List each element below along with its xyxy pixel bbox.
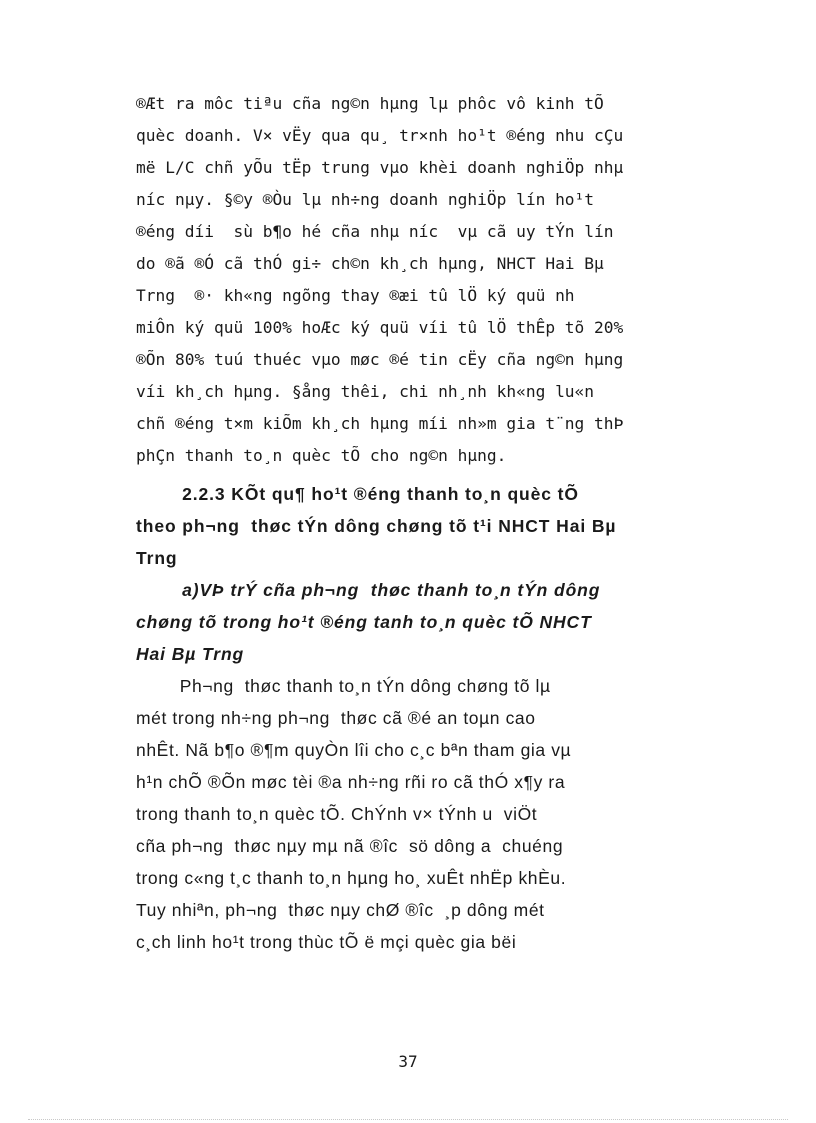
text-line: phÇn thanh to¸n quèc tÕ cho ng©n hµng. xyxy=(136,446,507,465)
text-line: mét trong nh÷ng ph¬ng thøc cã ®é an toµn cao xyxy=(136,708,536,728)
page-body xyxy=(136,88,720,958)
text-line: ®Õn 80% tuú thuéc vµo møc ®é tin cËy cña ng©n hµng xyxy=(136,350,624,369)
subheading-line: Hai Bµ Trng xyxy=(136,644,245,664)
heading-line: theo ph¬ng thøc tÝn dông chøng tõ t¹i NHCT Hai Bµ xyxy=(136,516,617,536)
heading-line: 2.2.3 KÕt qu¶ ho¹t ®éng thanh to¸n quèc tÕ xyxy=(136,484,579,504)
text-line: ®éng díi sù b¶o hé cña nhµ níc vµ cã uy tÝn lín xyxy=(136,222,614,241)
text-line: nhÊt. Nã b¶o ®¶m quyÒn lîi cho c¸c bªn tham gia vµ xyxy=(136,740,572,760)
text-line: níc nµy. §©y ®Òu lµ nh÷ng doanh nghiÖp lín ho¹t xyxy=(136,190,595,209)
text-line: ®Æt ra môc tiªu cña ng©n hµng lµ phôc vô kinh tÕ xyxy=(136,94,604,113)
text-line: Tuy nhiªn, ph¬ng thøc nµy chØ ®îc ¸p dông mét xyxy=(136,900,545,920)
subsection-heading xyxy=(136,574,720,670)
text-line: c¸ch linh ho¹t trong thùc tÕ ë mçi quèc gia bëi xyxy=(136,932,517,952)
text-line: cña ph¬ng thøc nµy mµ nã ®îc sö dông a chuéng xyxy=(136,836,564,856)
text-line: quèc doanh. V× vËy qua qu¸ tr×nh ho¹t ®éng nhu cÇu xyxy=(136,126,624,145)
footer-divider xyxy=(28,1119,788,1120)
text-line: Ph¬ng thøc thanh to¸n tÝn dông chøng tõ lµ xyxy=(136,676,551,696)
section-heading xyxy=(136,478,720,574)
text-line: më L/C chñ yÕu tËp trung vµo khèi doanh nghiÖp nhµ xyxy=(136,158,624,177)
text-line: víi kh¸ch hµng. §ång thêi, chi nh¸nh kh«ng lu«n xyxy=(136,382,595,401)
text-line: chñ ®éng t×m kiÕm kh¸ch hµng míi nh»m gia t¨ng thÞ xyxy=(136,414,624,433)
paragraph-1 xyxy=(136,88,720,472)
paragraph-2 xyxy=(136,670,720,958)
page-number: 37 xyxy=(398,1052,418,1071)
text-line: Trng ®· kh«ng ngõng thay ®æi tû lÖ ký quü nh xyxy=(136,286,575,305)
text-line: miÔn ký quü 100% hoÆc ký quü víi tû lÖ thÊp tõ 20% xyxy=(136,318,624,337)
text-line: h¹n chÕ ®Õn møc tèi ®a nh÷ng rñi ro cã thÓ x¶y ra xyxy=(136,772,566,792)
text-line: trong c«ng t¸c thanh to¸n hµng ho¸ xuÊt nhËp khÈu. xyxy=(136,868,567,888)
heading-line: Trng xyxy=(136,548,178,568)
text-line: do ®ã ®Ó cã thÓ gi÷ ch©n kh¸ch hµng, NHCT Hai Bµ xyxy=(136,254,604,273)
subheading-line: chøng tõ trong ho¹t ®éng tanh to¸n quèc tÕ NHCT xyxy=(136,612,592,632)
text-line: trong thanh to¸n quèc tÕ. ChÝnh v× tÝnh u viÖt xyxy=(136,804,538,824)
subheading-line: a)VÞ trÝ cña ph¬ng thøc thanh to¸n tÝn dông xyxy=(136,580,601,600)
